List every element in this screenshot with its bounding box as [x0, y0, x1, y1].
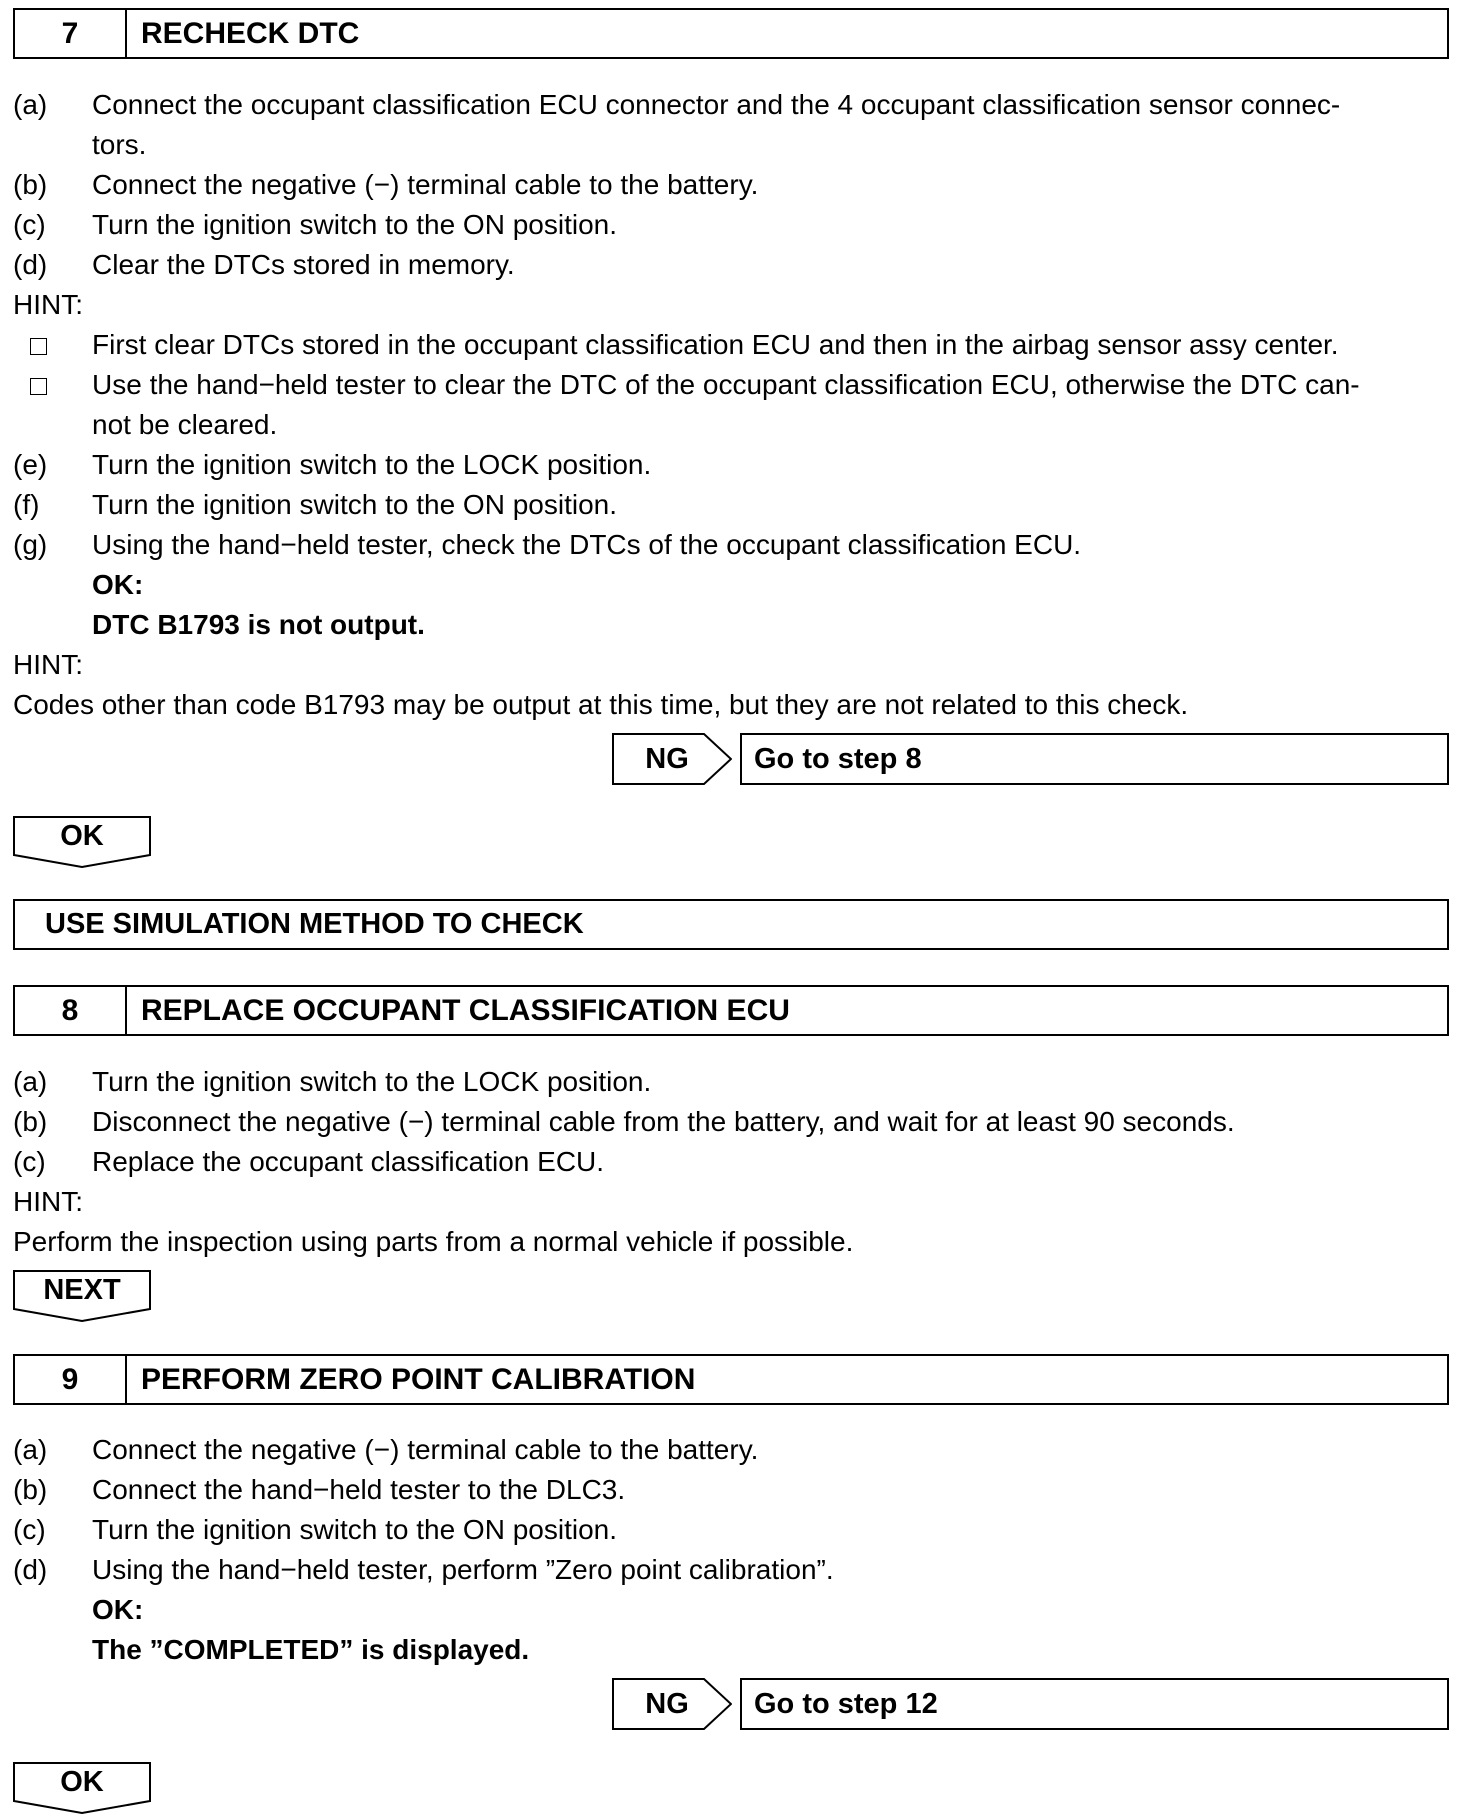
item-text-continued: tors.	[92, 129, 147, 160]
hint-label: HINT:	[13, 649, 83, 680]
step-number: 8	[15, 987, 127, 1034]
result-tab-label: OK	[60, 1766, 104, 1798]
ng-branch-arrow	[612, 733, 732, 785]
item-label: (f)	[13, 489, 40, 520]
item-label: (g)	[13, 529, 48, 560]
ng-goto-box: Go to step 8	[740, 733, 1449, 785]
item-text: Using the hand−held tester, perform ”Zero point calibration”.	[92, 1554, 834, 1585]
ok-criteria: The ”COMPLETED” is displayed.	[92, 1634, 530, 1665]
checkbox-bullet-icon	[30, 378, 47, 395]
item-label: (a)	[13, 1434, 48, 1465]
hint-text: Codes other than code B1793 may be output at this time, but they are not related to this check.	[13, 689, 1189, 720]
simulation-method-box: USE SIMULATION METHOD TO CHECK	[13, 899, 1449, 950]
next-result-tab	[13, 1270, 151, 1322]
item-text: Replace the occupant classification ECU.	[92, 1146, 605, 1177]
item-text: Connect the negative (−) terminal cable to the battery.	[92, 169, 759, 200]
item-label: (c)	[13, 1146, 46, 1177]
item-label: (c)	[13, 209, 46, 240]
hint-bullet-text: Use the hand−held tester to clear the DTC of the occupant classification ECU, otherwise the DTC can-	[92, 369, 1360, 400]
item-label: (e)	[13, 449, 48, 480]
result-tab-label: OK	[60, 820, 104, 852]
item-text: Turn the ignition switch to the LOCK position.	[92, 1066, 652, 1097]
checkbox-bullet-icon	[30, 338, 47, 355]
hint-bullet-text: First clear DTCs stored in the occupant classification ECU and then in the airbag sensor assy center.	[92, 329, 1339, 360]
item-text: Connect the negative (−) terminal cable to the battery.	[92, 1434, 759, 1465]
step-title: REPLACE OCCUPANT CLASSIFICATION ECU	[141, 994, 790, 1027]
ok-criteria: DTC B1793 is not output.	[92, 609, 425, 640]
ok-label: OK:	[92, 1594, 144, 1625]
item-text: Turn the ignition switch to the LOCK position.	[92, 449, 652, 480]
hint-label: HINT:	[13, 289, 83, 320]
item-label: (a)	[13, 89, 48, 120]
item-label: (c)	[13, 1514, 46, 1545]
item-text: Turn the ignition switch to the ON position.	[92, 1514, 617, 1545]
item-label: (d)	[13, 1554, 48, 1585]
step-7-header	[13, 8, 1449, 59]
item-label: (d)	[13, 249, 48, 280]
hint-text: Perform the inspection using parts from a normal vehicle if possible.	[13, 1226, 854, 1257]
hint-bullet-text-continued: not be cleared.	[92, 409, 278, 440]
step-title: PERFORM ZERO POINT CALIBRATION	[141, 1363, 696, 1396]
item-text: Turn the ignition switch to the ON position.	[92, 209, 617, 240]
item-text: Using the hand−held tester, check the DTCs of the occupant classification ECU.	[92, 529, 1082, 560]
ng-label: NG	[645, 1688, 689, 1720]
item-label: (b)	[13, 1106, 48, 1137]
item-text: Disconnect the negative (−) terminal cable from the battery, and wait for at least 90 seconds.	[92, 1106, 1235, 1137]
ok-result-tab	[13, 816, 151, 868]
ng-branch-arrow	[612, 1678, 732, 1730]
step-number: 7	[15, 10, 127, 57]
result-tab-label: NEXT	[43, 1274, 121, 1306]
step-number: 9	[15, 1356, 127, 1403]
item-text: Clear the DTCs stored in memory.	[92, 249, 515, 280]
item-label: (a)	[13, 1066, 48, 1097]
step-8-header	[13, 985, 1449, 1036]
item-label: (b)	[13, 169, 48, 200]
item-text: Turn the ignition switch to the ON position.	[92, 489, 617, 520]
ng-label: NG	[645, 743, 689, 775]
step-title: RECHECK DTC	[141, 17, 360, 50]
ng-goto-box: Go to step 12	[740, 1678, 1449, 1730]
item-text: Connect the occupant classification ECU connector and the 4 occupant classification sensor connec-	[92, 89, 1341, 120]
ok-result-tab	[13, 1762, 151, 1814]
item-text: Connect the hand−held tester to the DLC3.	[92, 1474, 626, 1505]
item-label: (b)	[13, 1474, 48, 1505]
step-9-header	[13, 1354, 1449, 1405]
ok-label: OK:	[92, 569, 144, 600]
hint-label: HINT:	[13, 1186, 83, 1217]
